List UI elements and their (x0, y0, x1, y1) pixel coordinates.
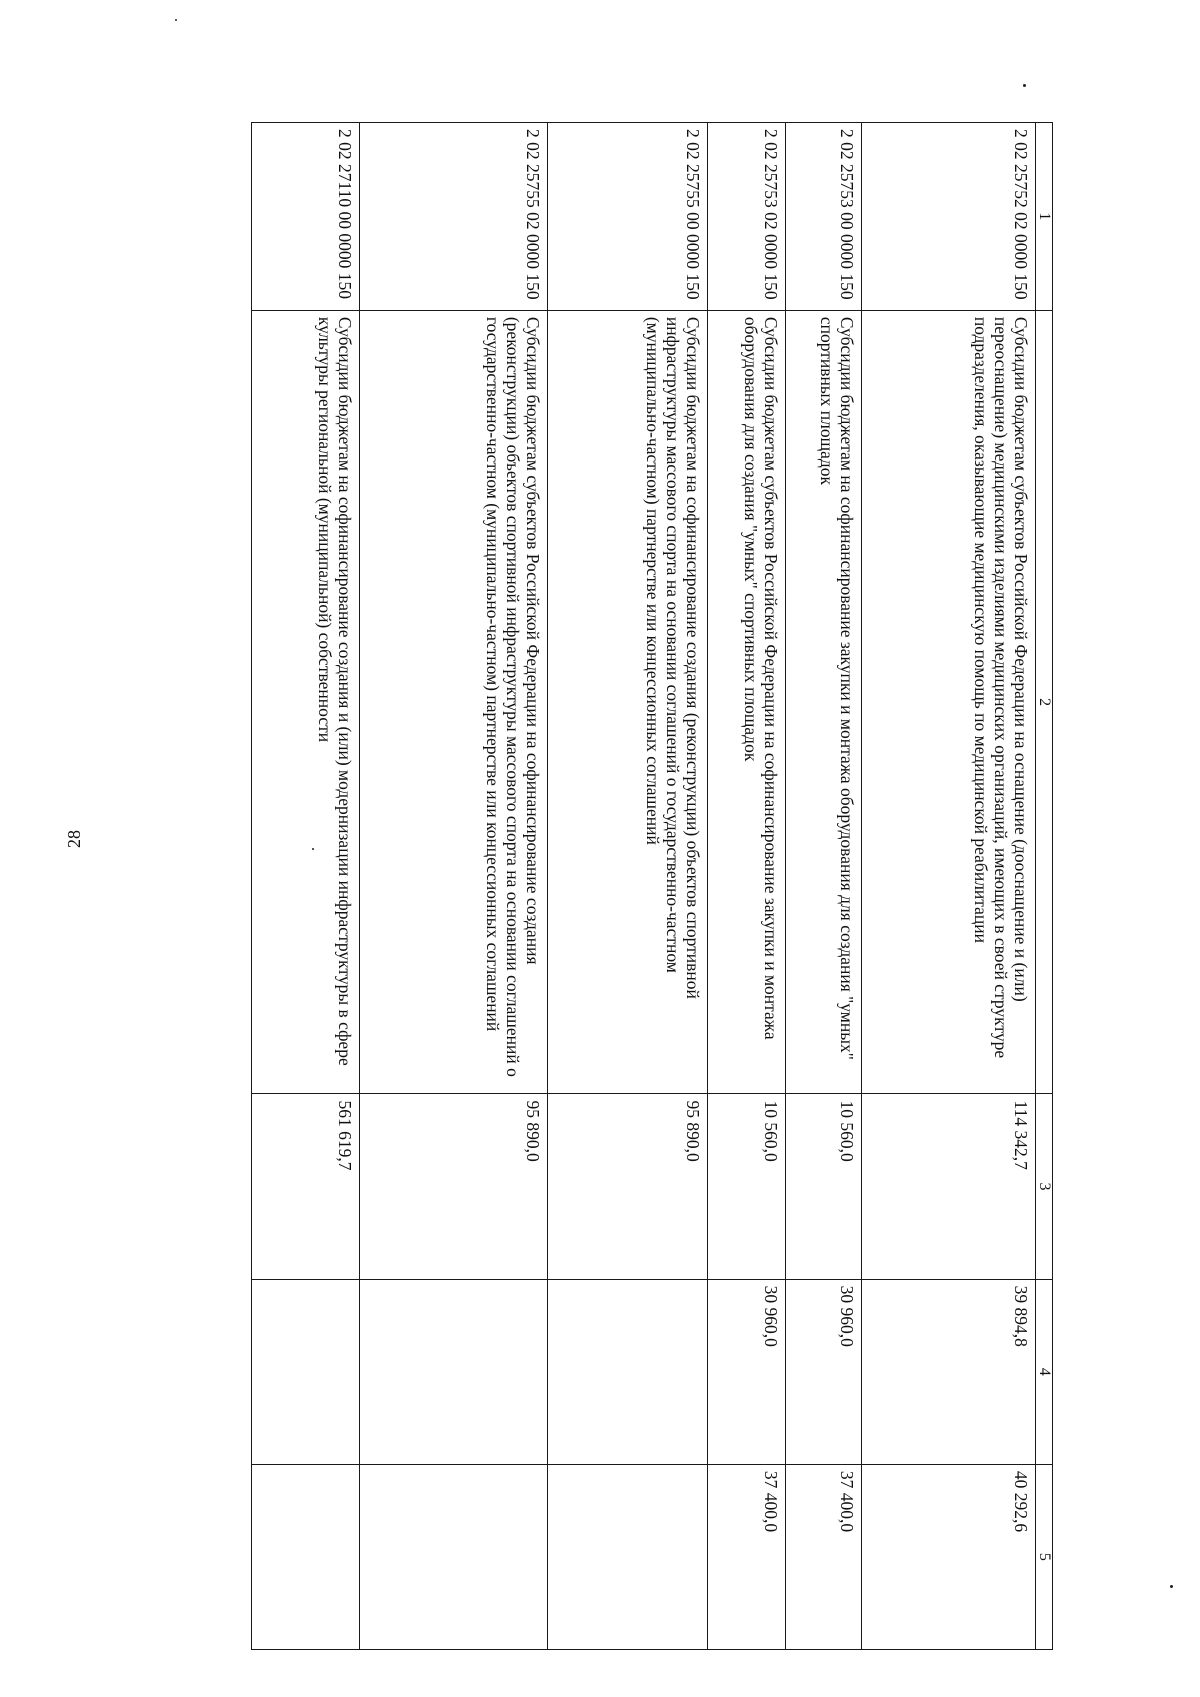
row-value-5: 37 400,0 (708, 1464, 786, 1649)
row-value-4 (360, 1279, 548, 1464)
scan-speck (1170, 1585, 1173, 1588)
row-value-5 (252, 1464, 360, 1649)
scan-speck (1023, 84, 1026, 87)
table-row (708, 123, 786, 1650)
row-value-4: 30 960,0 (786, 1279, 862, 1464)
row-value-3: 561 619,7 (252, 1094, 360, 1279)
row-value-5 (360, 1464, 548, 1649)
row-name: Субсидии бюджетам на софинансирование создания (реконструкции) объектов спортивной инфраструктуры массового спорта на основании соглашений о государственно-частном (муниципально-частном) партнерстве или концессионных соглашений (548, 310, 708, 1094)
row-value-3: 95 890,0 (360, 1094, 548, 1279)
row-value-4: 39 894,8 (862, 1279, 1036, 1464)
row-name: Субсидии бюджетам субъектов Российской Федерации на софинансирование закупки и монтажа оборудования для создания "умных" спортивных площадок (708, 310, 786, 1094)
row-value-3: 10 560,0 (786, 1094, 862, 1279)
budget-table (251, 122, 1053, 1650)
column-header-1: 1 (1036, 123, 1053, 311)
row-code: 2 02 25753 00 0000 150 (786, 123, 862, 311)
row-code: 2 02 27110 00 0000 150 (252, 123, 360, 311)
column-header-4: 4 (1036, 1279, 1053, 1464)
column-header-5: 5 (1036, 1464, 1053, 1649)
row-code: 2 02 25753 02 0000 150 (708, 123, 786, 311)
row-code: 2 02 25755 02 0000 150 (360, 123, 548, 311)
column-number-row (1036, 123, 1053, 1650)
row-name: Субсидии бюджетам на софинансирование закупки и монтажа оборудования для создания "умных" спортивных площадок (786, 310, 862, 1094)
table-row (360, 123, 548, 1650)
table-row (862, 123, 1036, 1650)
row-value-5: 37 400,0 (786, 1464, 862, 1649)
column-header-2: 2 (1036, 310, 1053, 1094)
row-value-5: 40 292,6 (862, 1464, 1036, 1649)
table-row (252, 123, 360, 1650)
row-code: 2 02 25755 00 0000 150 (548, 123, 708, 311)
row-value-4: 30 960,0 (708, 1279, 786, 1464)
row-value-3: 114 342,7 (862, 1094, 1036, 1279)
table-row (548, 123, 708, 1650)
scan-speck (312, 848, 314, 850)
row-value-3: 10 560,0 (708, 1094, 786, 1279)
row-name: Субсидии бюджетам субъектов Российской Федерации на софинансирование создания (реконструкции) объектов спортивной инфраструктуры массового спорта на основании соглашений о государственно-частном (муниципально-частном) партнерстве или концессионных соглашений (360, 310, 548, 1094)
row-value-4 (252, 1279, 360, 1464)
table-row (786, 123, 862, 1650)
row-name: Субсидии бюджетам субъектов Российской Федерации на оснащение (дооснащение и (или) переоснащение) медицинскими изделиями медицинских организаций, имеющих в своей структуре подразделения, оказывающие медицинскую помощь по медицинской реабилитации (862, 310, 1036, 1094)
scan-speck (175, 19, 177, 21)
page-number: 28 (64, 830, 84, 848)
row-value-4 (548, 1279, 708, 1464)
row-name: Субсидии бюджетам на софинансирование создания и (или) модернизации инфраструктуры в сфере культуры региональной (муниципальной) собственности (252, 310, 360, 1094)
row-value-3: 95 890,0 (548, 1094, 708, 1279)
column-header-3: 3 (1036, 1094, 1053, 1279)
row-code: 2 02 25752 02 0000 150 (862, 123, 1036, 311)
row-value-5 (548, 1464, 708, 1649)
